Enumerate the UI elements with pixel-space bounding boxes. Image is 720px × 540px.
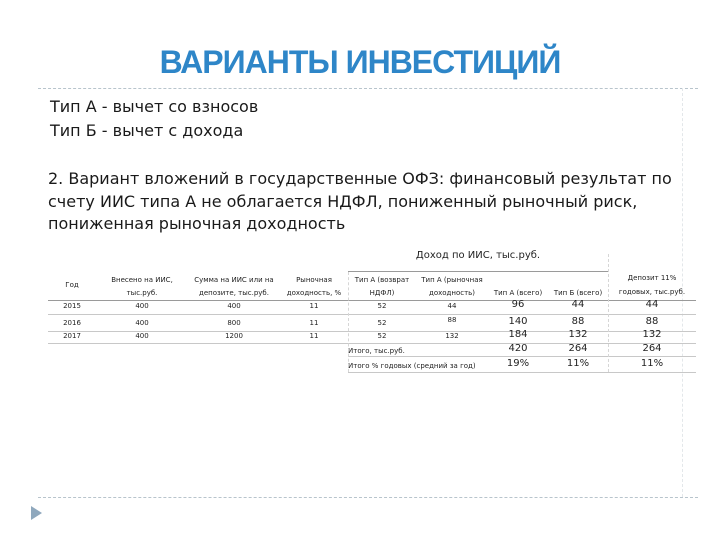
cell-b-total: 132 — [568, 329, 588, 340]
bottom-divider — [38, 497, 698, 498]
totals-bottom-line — [348, 372, 696, 373]
total-percent-label: Итого % годовых (средний за год) — [348, 362, 476, 370]
total-a: 420 — [508, 343, 528, 354]
cell-a-total: 96 — [511, 299, 525, 310]
cell-sum: 800 — [227, 319, 241, 327]
total-percent-a: 19% — [506, 358, 530, 369]
header-market-1: Рыночная — [296, 276, 332, 284]
header-market-2: доходность, % — [286, 289, 342, 297]
group-underline — [348, 271, 608, 272]
cell-a-market: 88 — [447, 316, 457, 324]
header-b-total: Тип Б (всего) — [553, 289, 603, 297]
cell-deposited: 400 — [135, 319, 149, 327]
column-guide — [348, 272, 349, 372]
header-a-return-2: НДФЛ) — [369, 289, 395, 297]
type-b-description: Тип Б - вычет с дохода — [50, 121, 244, 140]
cell-deposit: 88 — [645, 316, 659, 327]
header-a-total: Тип А (всего) — [493, 289, 543, 297]
cell-deposit: 132 — [642, 329, 662, 340]
cell-a-return: 52 — [377, 302, 387, 310]
total-percent-b: 11% — [566, 358, 590, 369]
cell-a-market: 44 — [447, 302, 457, 310]
header-deposited-1: Внесено на ИИС, — [111, 276, 173, 284]
cell-year: 2015 — [63, 302, 81, 310]
total-b: 264 — [568, 343, 588, 354]
header-sum-1: Сумма на ИИС или на — [194, 276, 274, 284]
income-group-header: Доход по ИИС, тыс.руб. — [415, 250, 541, 261]
cell-deposited: 400 — [135, 332, 149, 340]
cell-a-market: 132 — [445, 332, 459, 340]
cell-year: 2016 — [63, 319, 81, 327]
cell-a-return: 52 — [377, 332, 387, 340]
cell-market: 11 — [309, 319, 319, 327]
cell-a-total: 140 — [508, 316, 528, 327]
header-year: Год — [65, 281, 79, 289]
cell-b-total: 44 — [571, 299, 585, 310]
triangle-bullet-icon — [31, 506, 42, 520]
column-guide — [608, 254, 609, 372]
cell-deposit: 44 — [645, 299, 659, 310]
cell-b-total: 88 — [571, 316, 585, 327]
type-a-description: Тип А - вычет со взносов — [50, 97, 259, 116]
slide-title: ВАРИАНТЫ ИНВЕСТИЦИЙ — [159, 44, 561, 80]
total-percent-deposit: 11% — [640, 358, 664, 369]
header-a-return-1: Тип А (возврат — [354, 276, 410, 284]
header-sum-2: депозите, тыс.руб. — [199, 289, 269, 297]
cell-a-return: 52 — [377, 319, 387, 327]
header-a-market-1: Тип А (рыночная — [421, 276, 483, 284]
cell-sum: 1200 — [225, 332, 243, 340]
header-deposit-2: годовых, тыс.руб. — [618, 288, 686, 296]
header-deposit-1: Депозит 11% — [627, 274, 677, 282]
investment-table — [48, 250, 696, 380]
header-deposited-2: тыс.руб. — [126, 289, 158, 297]
totals-divider — [348, 356, 696, 357]
cell-market: 11 — [309, 332, 319, 340]
top-divider — [38, 88, 698, 89]
total-label: Итого, тыс.руб. — [348, 347, 405, 355]
cell-deposited: 400 — [135, 302, 149, 310]
total-deposit: 264 — [642, 343, 662, 354]
header-a-market-2: доходность) — [428, 289, 476, 297]
row-divider — [48, 314, 696, 315]
cell-year: 2017 — [63, 332, 81, 340]
cell-a-total: 184 — [508, 329, 528, 340]
cell-market: 11 — [309, 302, 319, 310]
cell-sum: 400 — [227, 302, 241, 310]
ofz-variant-paragraph: 2. Вариант вложений в государственные ОФЗ: финансовый результат по счету ИИС типа А не облагается НДФЛ, пониженный рыночный риск, пониженная рыночная доходность — [48, 169, 672, 233]
